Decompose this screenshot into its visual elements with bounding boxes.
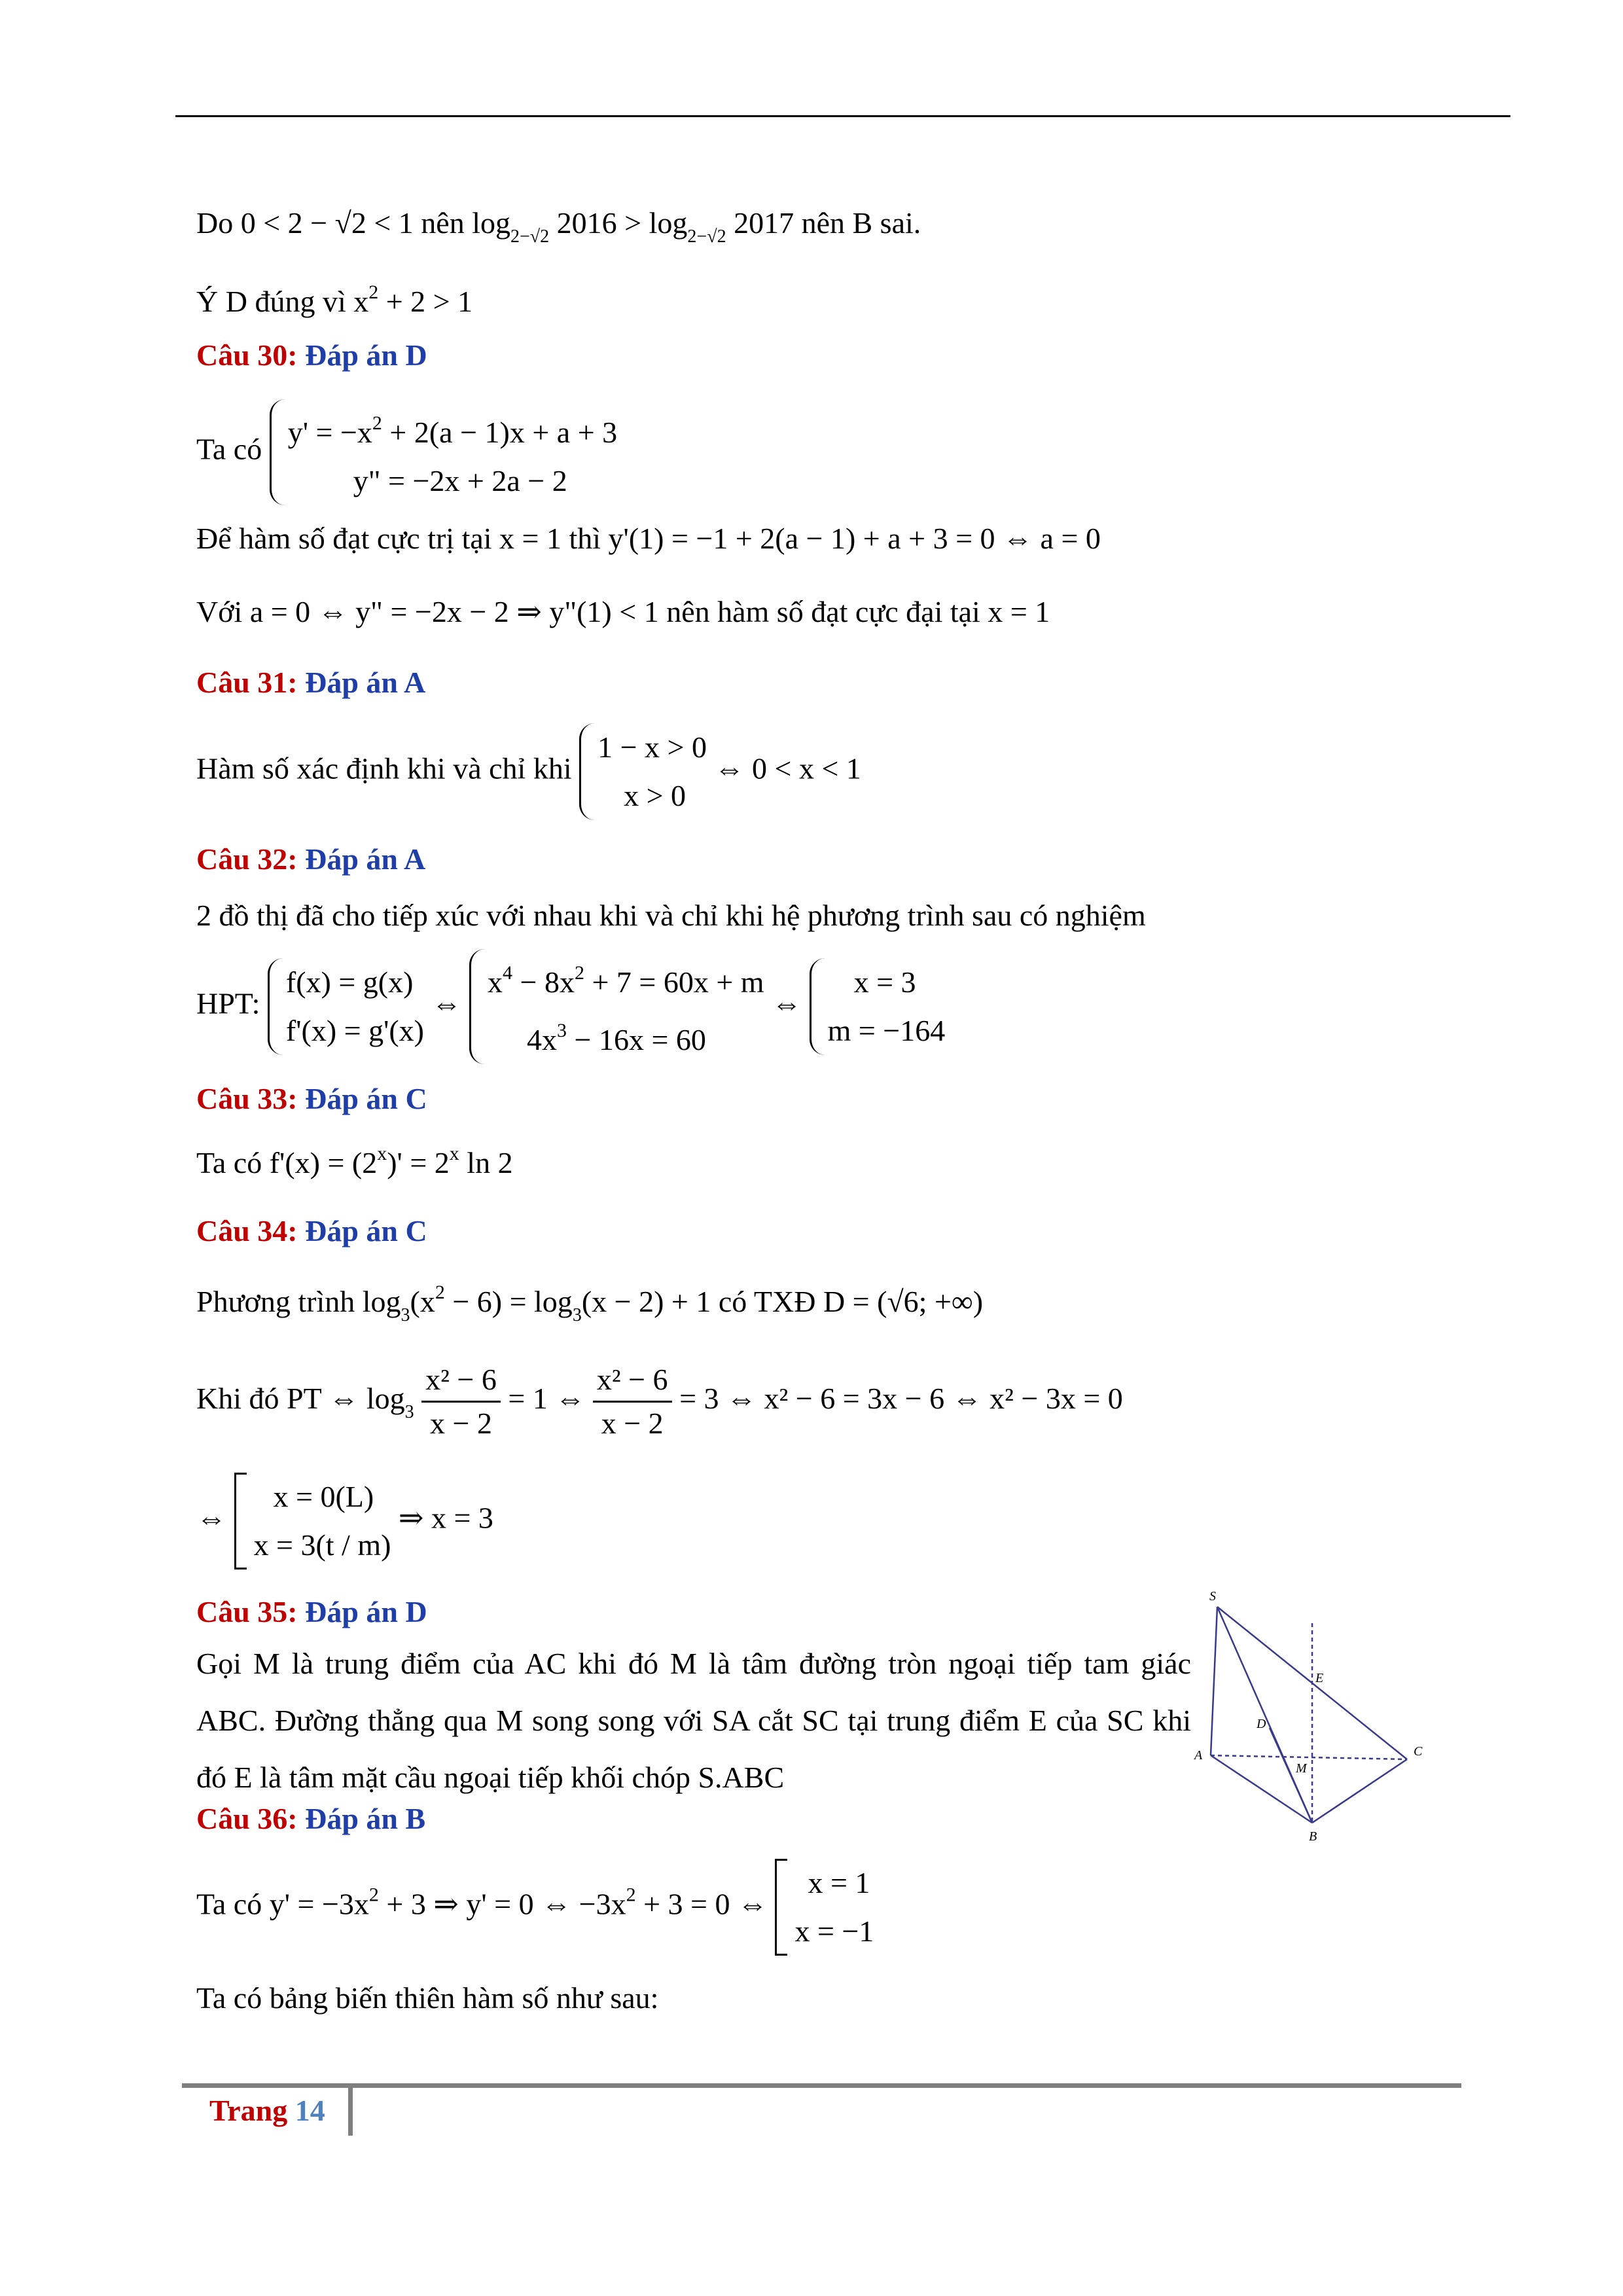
text-line-log xyxy=(196,208,921,246)
superscript: 2 xyxy=(368,281,379,303)
bracket-system xyxy=(775,1859,874,1956)
question-number: Câu 32: xyxy=(196,842,298,876)
answer-label: Đáp án B xyxy=(305,1802,426,1835)
text: 4x xyxy=(527,1023,558,1056)
superscript: 4 xyxy=(503,962,513,984)
superscript: 2 xyxy=(368,1884,379,1906)
question-heading-36 xyxy=(196,1804,425,1834)
system-row xyxy=(288,399,617,457)
superscript: 2 xyxy=(574,962,584,984)
answer-label: Đáp án D xyxy=(305,338,427,372)
question-heading-33 xyxy=(196,1084,427,1114)
edge-sa xyxy=(1211,1607,1217,1755)
page-value: 14 xyxy=(294,2094,325,2127)
text: Ta có y' = −3x xyxy=(196,1887,369,1921)
answer-label: Đáp án A xyxy=(305,666,426,699)
answer-label: Đáp án C xyxy=(305,1214,427,1247)
question-heading-35 xyxy=(196,1597,427,1627)
q33-line xyxy=(196,1144,513,1178)
superscript: 3 xyxy=(557,1020,567,1041)
text: ln 2 xyxy=(459,1146,513,1179)
text: Do 0 < 2 − √2 < 1 nên log xyxy=(196,206,510,240)
denominator: x − 2 xyxy=(601,1407,664,1440)
pyramid-figure xyxy=(1191,1584,1453,1859)
text: )' = 2 xyxy=(387,1146,450,1179)
text: = 3 ⇔ x² − 6 = 3x − 6 ⇔ x² − 3x = 0 xyxy=(671,1382,1123,1416)
q30-line3: Với a = 0 ⇔ y" = −2x − 2 ⇒ y"(1) < 1 nên hàm số đạt cực đại tại x = 1 xyxy=(196,595,1050,628)
text: (x − 2) + 1 có TXĐ D = (√6; +∞) xyxy=(581,1285,984,1318)
brace-shape xyxy=(270,399,287,505)
text: 2016 > log xyxy=(549,206,688,240)
system-row xyxy=(488,949,764,1007)
q31-system-line xyxy=(196,723,861,820)
footer-divider xyxy=(348,2083,353,2136)
equation-system xyxy=(469,949,764,1064)
text-line-d xyxy=(196,283,473,317)
text: + 3 = 0 ⇔ xyxy=(635,1887,768,1921)
q34-line1 xyxy=(196,1283,983,1325)
text: ⇔ xyxy=(196,1501,226,1535)
answer-label: Đáp án D xyxy=(305,1595,427,1628)
system-row: m = −164 xyxy=(827,1014,946,1047)
text: y' = −x xyxy=(287,416,372,449)
page-number xyxy=(209,2093,325,2128)
system-row: y" = −2x + 2a − 2 xyxy=(353,464,567,497)
q32-text: 2 đồ thị đã cho tiếp xúc với nhau khi và chỉ khi hệ phương trình sau có nghiệm xyxy=(196,899,1146,932)
question-heading-31 xyxy=(196,668,425,698)
question-number: Câu 30: xyxy=(196,338,298,372)
superscript: 2 xyxy=(626,1884,636,1906)
text: ⇔ 0 < x < 1 xyxy=(714,751,861,785)
label-c: C xyxy=(1414,1744,1423,1759)
superscript: 2 xyxy=(372,412,382,434)
q30-system-line xyxy=(196,399,617,505)
q32-system-line xyxy=(196,949,945,1064)
text: − 6) = log xyxy=(444,1285,573,1318)
answer-label: Đáp án A xyxy=(305,842,426,876)
footer-rule xyxy=(182,2083,1461,2088)
question-number: Câu 31: xyxy=(196,666,298,699)
text: + 7 = 60x + m xyxy=(584,965,764,999)
bracket-row: x = −1 xyxy=(794,1914,874,1948)
text: Ý D đúng vì x xyxy=(196,285,369,318)
text: + 2(a − 1)x + a + 3 xyxy=(382,416,618,449)
system-row: 1 − x > 0 xyxy=(597,730,707,764)
fraction xyxy=(421,1361,501,1442)
label-b: B xyxy=(1309,1829,1317,1844)
text: HPT: xyxy=(196,986,260,1020)
edge-ac xyxy=(1211,1755,1407,1759)
text: Phương trình log xyxy=(196,1285,401,1318)
text: + 2 > 1 xyxy=(378,285,473,318)
brace-shape xyxy=(469,949,487,1064)
q30-line2: Để hàm số đạt cực trị tại x = 1 thì y'(1) = −1 + 2(a − 1) + a + 3 = 0 ⇔ a = 0 xyxy=(196,522,1101,555)
bracket-shape xyxy=(234,1473,247,1570)
label-s: S xyxy=(1209,1589,1216,1604)
question-heading-32 xyxy=(196,844,425,874)
question-heading-30 xyxy=(196,340,427,370)
q35-paragraph: Gọi M là trung điểm của AC khi đó M là tâm đường tròn ngoại tiếp tam giác ABC. Đường thẳng qua M song song với SA cắt SC tại trung điểm E của SC khi đó E là tâm mặt cầu ngoại tiếp khối chóp S.ABC xyxy=(196,1647,1191,1794)
bracket-row: x = 3(t / m) xyxy=(253,1528,391,1562)
text: 2017 nên B sai. xyxy=(726,206,921,240)
brace-shape xyxy=(268,958,285,1055)
system-row: x = 3 xyxy=(853,965,916,999)
text: ⇒ x = 3 xyxy=(398,1501,493,1535)
numerator: x² − 6 xyxy=(593,1361,672,1403)
text: ⇔ xyxy=(431,986,462,1020)
edge-bc xyxy=(1312,1759,1407,1823)
superscript: x xyxy=(377,1143,387,1164)
q36-line1 xyxy=(196,1859,874,1956)
text: ⇔ xyxy=(772,986,802,1020)
system-row xyxy=(488,1007,764,1064)
system-row: x > 0 xyxy=(624,779,687,812)
text: x xyxy=(488,965,503,999)
system-row: f'(x) = g'(x) xyxy=(285,1014,425,1047)
brace-shape xyxy=(579,723,597,820)
question-number: Câu 33: xyxy=(196,1082,298,1115)
header-rule xyxy=(175,115,1510,117)
text: − 16x = 60 xyxy=(567,1023,706,1056)
label-e: E xyxy=(1315,1671,1324,1685)
text: = 1 ⇔ xyxy=(500,1382,593,1416)
text: Ta có xyxy=(196,432,262,466)
bracket-shape xyxy=(775,1859,787,1956)
text: Khi đó PT ⇔ log xyxy=(196,1382,405,1416)
subscript: 3 xyxy=(572,1305,582,1325)
q36-line2: Ta có bảng biến thiên hàm số như sau: xyxy=(196,1981,659,2015)
subscript: 3 xyxy=(404,1402,414,1423)
system-row: f(x) = g(x) xyxy=(285,965,414,999)
answer-label: Đáp án C xyxy=(305,1082,427,1115)
brace-shape xyxy=(810,958,827,1055)
numerator: x² − 6 xyxy=(421,1361,501,1403)
question-heading-34 xyxy=(196,1216,427,1246)
question-number: Câu 36: xyxy=(196,1802,298,1835)
fraction xyxy=(593,1361,672,1442)
label-a: A xyxy=(1194,1748,1203,1763)
label-d: D xyxy=(1257,1717,1266,1731)
label-m: M xyxy=(1296,1761,1307,1776)
q34-line3 xyxy=(196,1473,493,1570)
denominator: x − 2 xyxy=(430,1407,492,1440)
subscript: 3 xyxy=(401,1305,410,1325)
text: + 3 ⇒ y' = 0 ⇔ −3x xyxy=(378,1887,626,1921)
text: − 8x xyxy=(512,965,575,999)
superscript: 2 xyxy=(435,1282,445,1303)
text: (x xyxy=(410,1285,435,1318)
subscript: 2−√2 xyxy=(687,226,726,247)
q34-line2 xyxy=(196,1361,1123,1442)
equation-system xyxy=(579,723,707,820)
bracket-system xyxy=(234,1473,391,1570)
superscript: x xyxy=(449,1143,459,1164)
equation-system xyxy=(268,958,424,1055)
question-number: Câu 34: xyxy=(196,1214,298,1247)
page-label: Trang xyxy=(209,2094,288,2127)
bracket-row: x = 0(L) xyxy=(273,1480,374,1513)
text: Ta có f'(x) = (2 xyxy=(196,1146,378,1179)
question-number: Câu 35: xyxy=(196,1595,298,1628)
subscript: 2−√2 xyxy=(510,226,550,247)
text: Hàm số xác định khi và chỉ khi xyxy=(196,751,572,785)
equation-system xyxy=(270,399,617,505)
bracket-row: x = 1 xyxy=(808,1866,870,1899)
equation-system xyxy=(810,958,946,1055)
